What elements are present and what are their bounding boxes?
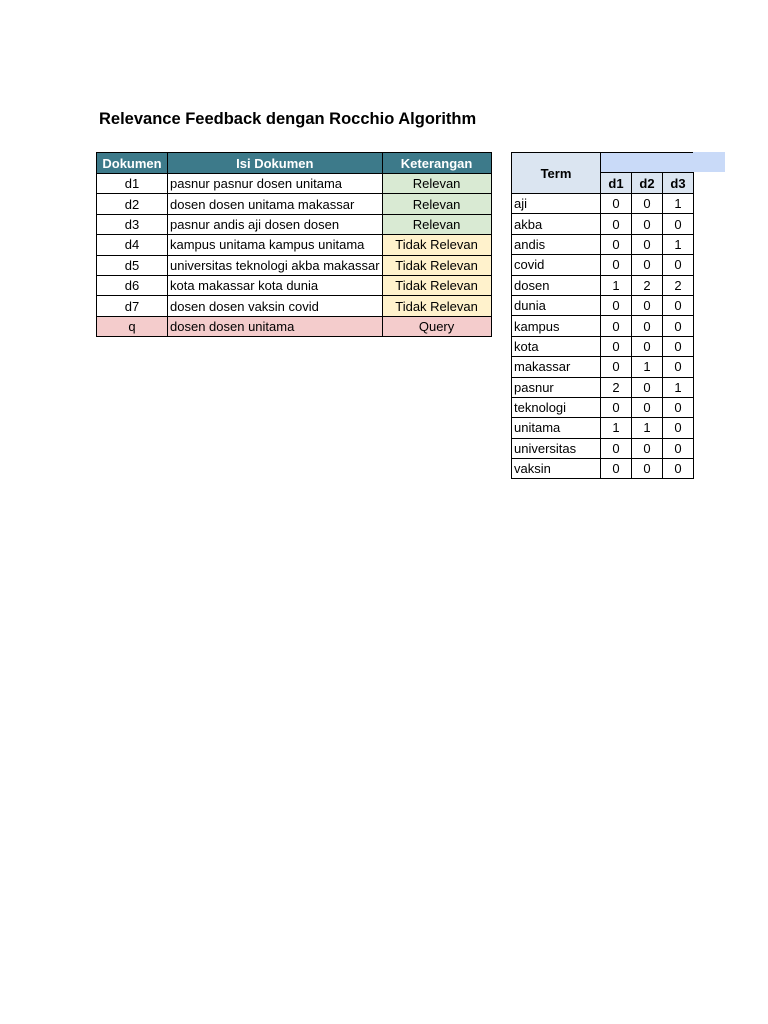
doc-id-cell: d2 — [97, 194, 168, 214]
term-cell: makassar — [512, 357, 601, 377]
term-count-cell: 0 — [632, 214, 663, 234]
doc-keterangan-cell: Tidak Relevan — [382, 235, 491, 255]
header-d3: d3 — [663, 173, 694, 194]
term-count-cell: 0 — [632, 336, 663, 356]
term-row — [512, 316, 694, 336]
term-count-cell: 0 — [663, 214, 694, 234]
term-cell: kampus — [512, 316, 601, 336]
term-count-cell: 1 — [601, 275, 632, 295]
term-row — [512, 295, 694, 315]
query-row — [97, 316, 492, 336]
term-count-cell: 0 — [663, 459, 694, 479]
term-count-cell: 1 — [601, 418, 632, 438]
doc-id-cell: d5 — [97, 255, 168, 275]
term-count-cell: 0 — [632, 194, 663, 214]
term-count-cell: 0 — [601, 234, 632, 254]
doc-content-cell: dosen dosen vaksin covid — [168, 296, 383, 316]
doc-keterangan-cell: Tidak Relevan — [382, 255, 491, 275]
term-cell: kota — [512, 336, 601, 356]
term-count-cell: 0 — [663, 438, 694, 458]
term-count-cell: 0 — [601, 214, 632, 234]
term-count-cell: 1 — [632, 357, 663, 377]
term-count-cell: 1 — [632, 418, 663, 438]
term-count-cell: 0 — [632, 438, 663, 458]
term-count-cell: 0 — [632, 234, 663, 254]
doc-content-cell: kampus unitama kampus unitama — [168, 235, 383, 255]
term-count-cell: 0 — [632, 397, 663, 417]
term-row — [512, 234, 694, 254]
term-cell: dosen — [512, 275, 601, 295]
term-row — [512, 438, 694, 458]
header-term: Term — [512, 153, 601, 194]
doc-id-cell: d7 — [97, 296, 168, 316]
doc-keterangan-cell: Tidak Relevan — [382, 296, 491, 316]
term-count-cell: 0 — [632, 255, 663, 275]
table-row — [97, 296, 492, 316]
header-keterangan: Keterangan — [382, 153, 491, 174]
term-count-cell: 0 — [601, 194, 632, 214]
term-cell: andis — [512, 234, 601, 254]
term-count-cell: 0 — [663, 397, 694, 417]
term-frequency-table — [511, 152, 694, 479]
documents-table — [96, 152, 492, 337]
term-cell: aji — [512, 194, 601, 214]
term-count-cell: 2 — [601, 377, 632, 397]
doc-keterangan-cell: Relevan — [382, 174, 491, 194]
table-row — [97, 214, 492, 234]
term-cell: covid — [512, 255, 601, 275]
term-count-cell: 0 — [663, 295, 694, 315]
term-count-cell: 0 — [663, 255, 694, 275]
term-cell: dunia — [512, 295, 601, 315]
term-count-cell: 2 — [663, 275, 694, 295]
doc-id-cell: d1 — [97, 174, 168, 194]
doc-id-cell: q — [97, 316, 168, 336]
term-count-cell: 0 — [632, 377, 663, 397]
table-row — [97, 255, 492, 275]
term-count-cell: 1 — [663, 194, 694, 214]
doc-keterangan-cell: Relevan — [382, 194, 491, 214]
term-count-cell: 0 — [601, 397, 632, 417]
term-row — [512, 377, 694, 397]
term-count-cell: 0 — [601, 255, 632, 275]
term-cell: akba — [512, 214, 601, 234]
term-count-cell: 0 — [663, 336, 694, 356]
term-count-cell: 0 — [601, 438, 632, 458]
table-row — [97, 235, 492, 255]
term-count-cell: 0 — [601, 336, 632, 356]
term-cell: universitas — [512, 438, 601, 458]
term-row — [512, 275, 694, 295]
term-count-cell: 0 — [601, 357, 632, 377]
doc-content-cell: kota makassar kota dunia — [168, 275, 383, 295]
table-row — [97, 174, 492, 194]
header-dokumen: Dokumen — [97, 153, 168, 174]
term-count-cell: 0 — [663, 418, 694, 438]
term-row — [512, 336, 694, 356]
doc-id-cell: d3 — [97, 214, 168, 234]
table-row — [97, 194, 492, 214]
term-count-cell: 2 — [632, 275, 663, 295]
doc-content-cell: pasnur andis aji dosen dosen — [168, 214, 383, 234]
term-row — [512, 194, 694, 214]
term-count-cell: 0 — [663, 357, 694, 377]
documents-header-row — [97, 153, 492, 174]
term-count-cell: 0 — [632, 316, 663, 336]
doc-keterangan-cell: Query — [382, 316, 491, 336]
term-cell: teknologi — [512, 397, 601, 417]
header-d1: d1 — [601, 173, 632, 194]
header-d2: d2 — [632, 173, 663, 194]
term-row — [512, 459, 694, 479]
doc-id-cell: d4 — [97, 235, 168, 255]
documents-group-header — [601, 153, 694, 173]
term-count-cell: 1 — [663, 377, 694, 397]
term-cell: pasnur — [512, 377, 601, 397]
term-row — [512, 255, 694, 275]
term-row — [512, 397, 694, 417]
term-count-cell: 0 — [601, 316, 632, 336]
group-header-overflow — [693, 152, 725, 172]
doc-content-cell: dosen dosen unitama — [168, 316, 383, 336]
term-row — [512, 357, 694, 377]
doc-content-cell: pasnur pasnur dosen unitama — [168, 174, 383, 194]
doc-id-cell: d6 — [97, 275, 168, 295]
term-count-cell: 0 — [632, 295, 663, 315]
term-cell: vaksin — [512, 459, 601, 479]
term-row — [512, 214, 694, 234]
page-title: Relevance Feedback dengan Rocchio Algorithm — [99, 110, 477, 128]
header-isi-dokumen: Isi Dokumen — [168, 153, 383, 174]
term-count-cell: 0 — [663, 316, 694, 336]
doc-content-cell: universitas teknologi akba makassar — [168, 255, 383, 275]
term-count-cell: 0 — [632, 459, 663, 479]
doc-keterangan-cell: Tidak Relevan — [382, 275, 491, 295]
term-row — [512, 418, 694, 438]
term-count-cell: 0 — [601, 459, 632, 479]
doc-content-cell: dosen dosen unitama makassar — [168, 194, 383, 214]
term-count-cell: 1 — [663, 234, 694, 254]
term-count-cell: 0 — [601, 295, 632, 315]
table-row — [97, 275, 492, 295]
doc-keterangan-cell: Relevan — [382, 214, 491, 234]
term-cell: unitama — [512, 418, 601, 438]
